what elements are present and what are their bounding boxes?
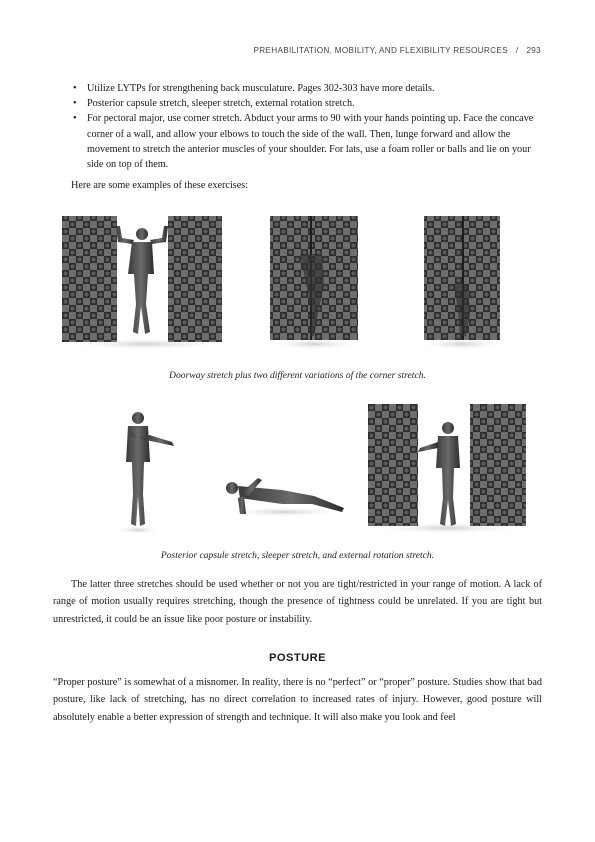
corner-stretch-photo-2 xyxy=(420,214,504,350)
running-title: PREHABILITATION, MOBILITY, AND FLEXIBILITY RESOURCES xyxy=(253,46,508,55)
doorway-stretch-illustration xyxy=(62,214,222,350)
top-figure-caption: Doorway stretch plus two different variations of the corner stretch. xyxy=(169,370,426,381)
sleeper-stretch-photo xyxy=(222,470,346,518)
body-paragraph-posture: “Proper posture” is somewhat of a misnomer. In reality, there is no “perfect” or “proper” posture. Studies show that bad posture, like lack of stretching, has no direct correlation to increased rates of injury. However, good posture will absolutely enable a better expression of strength and technique. It will also make you look and feel xyxy=(53,677,542,723)
intro-text: Here are some examples of these exercises: xyxy=(71,180,249,191)
external-rotation-stretch-illustration xyxy=(368,404,526,534)
bullet-item xyxy=(71,111,541,172)
bullet-glyph: • xyxy=(73,83,77,94)
bullet-glyph: • xyxy=(73,113,77,125)
section-heading-posture: POSTURE xyxy=(269,652,326,664)
running-header xyxy=(254,46,541,55)
bullet-text: For pectoral major, use corner stretch. Abduct your arms to 90 with your hands pointing up. Face the concave corner of a wall, and allow your elbows to touch the side of the wall. Then, lunge forward and allow the movement to stretch the anterior muscles of your shoulder. For lats, use a foam roller or balls and lie on your side on top of them. xyxy=(87,113,534,171)
posterior-capsule-stretch-photo xyxy=(112,406,178,534)
exercise-bullet-list xyxy=(71,81,541,172)
bullet-item xyxy=(71,96,541,111)
external-rotation-stretch-photo xyxy=(368,404,526,534)
corner-stretch-photo-1 xyxy=(266,214,362,350)
bullet-glyph: • xyxy=(73,98,77,110)
header-separator: / xyxy=(515,46,519,55)
sleeper-stretch-illustration xyxy=(222,470,346,518)
bottom-figure-caption: Posterior capsule stretch, sleeper stretch, and external rotation stretch. xyxy=(160,550,435,561)
bullet-text: Posterior capsule stretch, sleeper stretch, external rotation stretch. xyxy=(87,98,355,110)
posterior-capsule-stretch-illustration xyxy=(112,406,178,534)
bullet-item xyxy=(71,81,541,96)
corner-stretch-illustration-1 xyxy=(266,214,362,350)
doorway-stretch-photo xyxy=(62,214,222,350)
body-paragraph-stretches: The latter three stretches should be used whether or not you are tight/restricted in your range of motion. A lack of range of motion usually requires stretching, though the presence of tightness could be unrelated. If you are tight but unrestricted, it could be an issue like poor posture or instability. xyxy=(53,579,542,625)
corner-stretch-illustration-2 xyxy=(420,214,504,350)
bullet-text: Utilize LYTPs for strengthening back musculature. Pages 302-303 have more details. xyxy=(87,83,435,94)
page-number: 293 xyxy=(526,46,541,55)
